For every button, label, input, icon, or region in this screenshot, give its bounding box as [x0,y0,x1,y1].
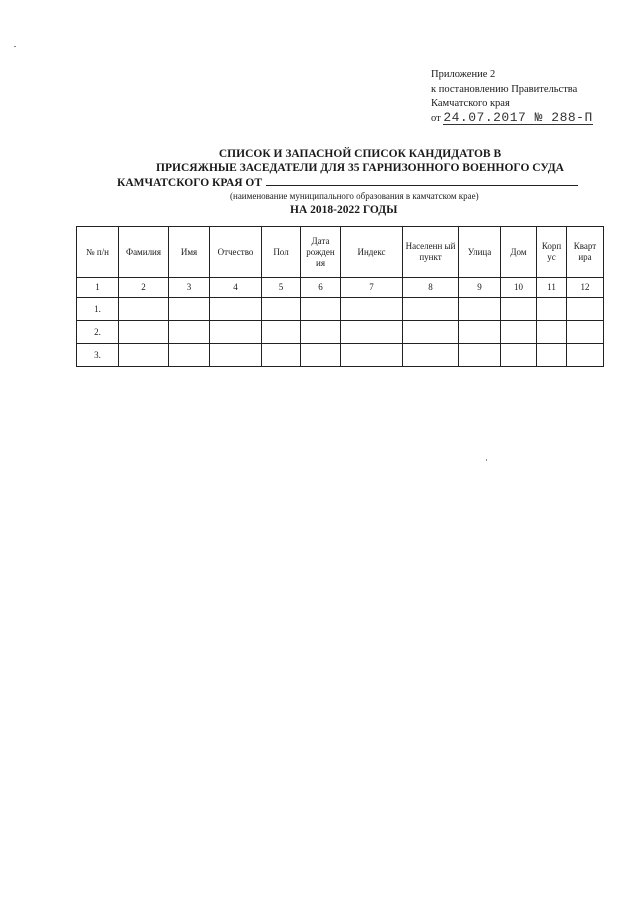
column-number-row [77,278,604,298]
candidates-table [76,226,604,367]
empty-cell [403,344,459,367]
header-cell: Улица [459,227,501,278]
empty-cell [301,344,341,367]
header-cell: Имя [169,227,210,278]
table-header-row [77,227,604,278]
document-title-line2: ПРИСЯЖНЫЕ ЗАСЕДАТЕЛИ ДЛЯ 35 ГАРНИЗОННОГО ВОЕННОГО СУДА [156,162,564,174]
empty-cell [341,344,403,367]
header-cell: Населенн ый пункт [403,227,459,278]
years-heading: НА 2018-2022 ГОДЫ [290,204,398,216]
header-cell: Дата рожден ия [301,227,341,278]
appendix-number: 288-П [551,109,593,125]
table-row [77,344,604,367]
empty-cell [501,298,537,321]
empty-cell [537,344,567,367]
scan-speck [486,459,487,461]
table-row [77,298,604,321]
column-number: 2 [119,278,169,298]
empty-cell [169,321,210,344]
column-number: 4 [210,278,262,298]
empty-cell [119,321,169,344]
empty-cell [567,321,604,344]
empty-cell [537,298,567,321]
empty-cell [567,298,604,321]
row-number: 2. [77,321,119,344]
empty-cell [210,344,262,367]
scan-speck [14,46,16,47]
empty-cell [501,321,537,344]
empty-cell [459,344,501,367]
document-title-line3-text: КАМЧАТСКОГО КРАЯ ОТ [117,177,263,189]
column-number: 3 [169,278,210,298]
appendix-date-stamp [443,109,593,125]
appendix-line: Камчатского края [431,98,510,109]
empty-cell [210,321,262,344]
appendix-line: к постановлению Правительства [431,83,578,95]
column-number: 5 [262,278,301,298]
empty-cell [501,344,537,367]
empty-cell [262,321,301,344]
empty-cell [567,344,604,367]
appendix-date: 24.07.2017 [443,109,527,125]
column-number: 11 [537,278,567,298]
empty-cell [119,344,169,367]
document-title-line1: СПИСОК И ЗАПАСНОЙ СПИСОК КАНДИДАТОВ В [218,148,502,160]
header-cell: Фамилия [119,227,169,278]
municipality-blank-line [266,175,578,186]
appendix-block [431,68,593,126]
empty-cell [341,321,403,344]
header-cell: Отчество [210,227,262,278]
empty-cell [459,321,501,344]
empty-cell [403,298,459,321]
row-number: 1. [77,298,119,321]
empty-cell [262,344,301,367]
appendix-number-sign: № [534,109,543,125]
empty-cell [537,321,567,344]
empty-cell [169,298,210,321]
header-cell: Индекс [341,227,403,278]
empty-cell [169,344,210,367]
appendix-date-line [431,109,593,127]
table-row [77,321,604,344]
empty-cell [341,298,403,321]
empty-cell [301,298,341,321]
document-title-line3 [117,175,578,189]
header-cell: № п/н [77,227,119,278]
header-cell: Дом [501,227,537,278]
header-cell: Кварт ира [567,227,604,278]
appendix-line: Приложение 2 [431,69,496,80]
column-number: 9 [459,278,501,298]
column-number: 8 [403,278,459,298]
column-number: 12 [567,278,604,298]
row-number: 3. [77,344,119,367]
column-number: 7 [341,278,403,298]
appendix-from: от [431,112,441,124]
empty-cell [262,298,301,321]
column-number: 10 [501,278,537,298]
header-cell: Пол [262,227,301,278]
header-cell: Корп ус [537,227,567,278]
empty-cell [119,298,169,321]
column-number: 1 [77,278,119,298]
empty-cell [301,321,341,344]
column-number: 6 [301,278,341,298]
empty-cell [210,298,262,321]
empty-cell [459,298,501,321]
empty-cell [403,321,459,344]
municipality-note: (наименование муниципального образования в камчатском крае) [230,191,479,201]
